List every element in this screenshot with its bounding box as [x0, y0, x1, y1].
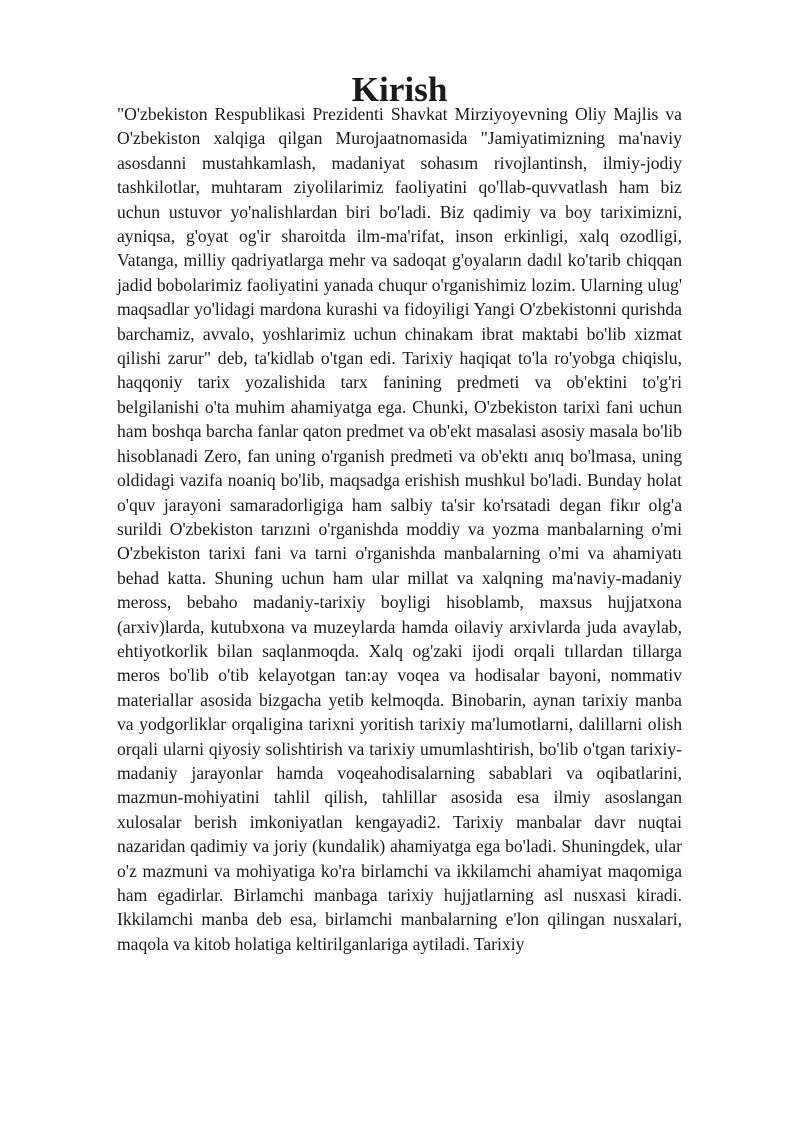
document-title: Kirish — [351, 70, 448, 109]
document-page — [117, 70, 682, 956]
body-paragraph: "O'zbekiston Respublikasi Prezidenti Shavkat Mirziyoyevning Oliy Majlis va O'zbekiston xalqiga qilgan Murojaatnomasida "Jamiyatimizning ma'naviy asosdanni mustahkamlash, madaniyat sohasım rivojlantinsh, ilmiy-jodiy tashkilotlar, muhtaram ziyolilarimiz faoliyatini qo'llab-quvvatlash ham biz uchun ustuvor yo'nalishlardan biri bo'ladi. Biz qadimiy va boy tariximizni, ayniqsa, g'oyat og'ir sharoitda ilm-ma'rifat, inson erkinligi, xalq ozodligi, Vatanga, milliy qadriyatlarga mehr va sadoqat g'oyaların dadıl ko'tarib chiqqan jadid bobolarimiz faoliyatini yanada chuqur o'rganishimiz lozim. Ularning ulug' maqsadlar yo'lidagi mardona kurashi va fidoyiligi Yangi O'zbekistonni qurishda barchamiz, avvalo, yoshlarimiz uchun chinakam ibrat maktabi bo'lib xizmat qilishi zarur" deb, ta'kidlab o'tgan edi. Tarixiy haqiqat to'la ro'yobga chiqislu, haqqoniy tarix yozalishida tarx fanining predmeti va ob'ektini to'g'ri belgilanishi o'ta muhim ahamiyatga ega. Chunki, O'zbekiston tarixi fani uchun ham boshqa barcha fanlar qaton predmet va ob'ekt masalasi asosiy masala bo'lib hisoblanadi Zero, fan uning o'rganish predmeti va ob'ektı anıq bo'lmasa, uning oldidagi vazifa noaniq bo'lib, maqsadga erishish mushkul bo'ladi. Bunday holat o'quv jarayoni samaradorligiga ham salbiy ta'sir ko'rsatadi degan fikır olg'a surildi O'zbekiston tarızıni o'rganishda moddiy va yozma manbalarning o'mi O'zbekiston tarixi fani va tarni o'rganishda manbalarning o'mi va ahamiyatı behad katta. Shuning uchun ham ular millat va xalqning ma'naviy-madaniy meross, bebaho madaniy-tarixiy boyligi hisoblamb, maxsus hujjatxona (arxiv)larda, kutubxona va muzeylarda hamda oilaviy arxivlarda juda avaylab, ehtiyotkorlik bilan saqlanmoqda. Xalq og'zaki ijodi orqali tıllardan tillarga meros bo'lib o'tib kelayotgan tan:ay voqea va hodisalar bayoni, nommativ materiallar asosida bizgacha yetib kelmoqda. Binobarin, aynan tarixiy manba va yodgorliklar orqaligina tarixni yoritish tarixiy ma'lumotlarni, dalillarni olish orqali ularni qiyosiy solishtirish va tarixiy umumlashtirish, bo'lib o'tgan tarixiy-madaniy jarayonlar hamda voqeahodisalarning sabablari va oqibatlarini, mazmun-mohiyatini tahlil qilish, tahlillar asosida esa ilmiy asoslangan xulosalar berish imkoniyatlan kengayadi2. Tarixiy manbalar davr nuqtai nazaridan qadimiy va joriy (kundalik) ahamiyatga ega bo'ladi. Shuningdek, ular o'z mazmuni va mohiyatiga ko'ra birlamchi va ikkilamchi ahamiyat maqomiga ham egadirlar. Birlamchi manbaga tarixiy hujjatlarning asl nusxasi kiradi. Ikkilamchi manba deb esa, birlamchi manbalarning e'lon qilingan nusxalari, maqola va kitob holatiga keltirilganlariga aytiladi. Tarixiy — [117, 104, 682, 954]
